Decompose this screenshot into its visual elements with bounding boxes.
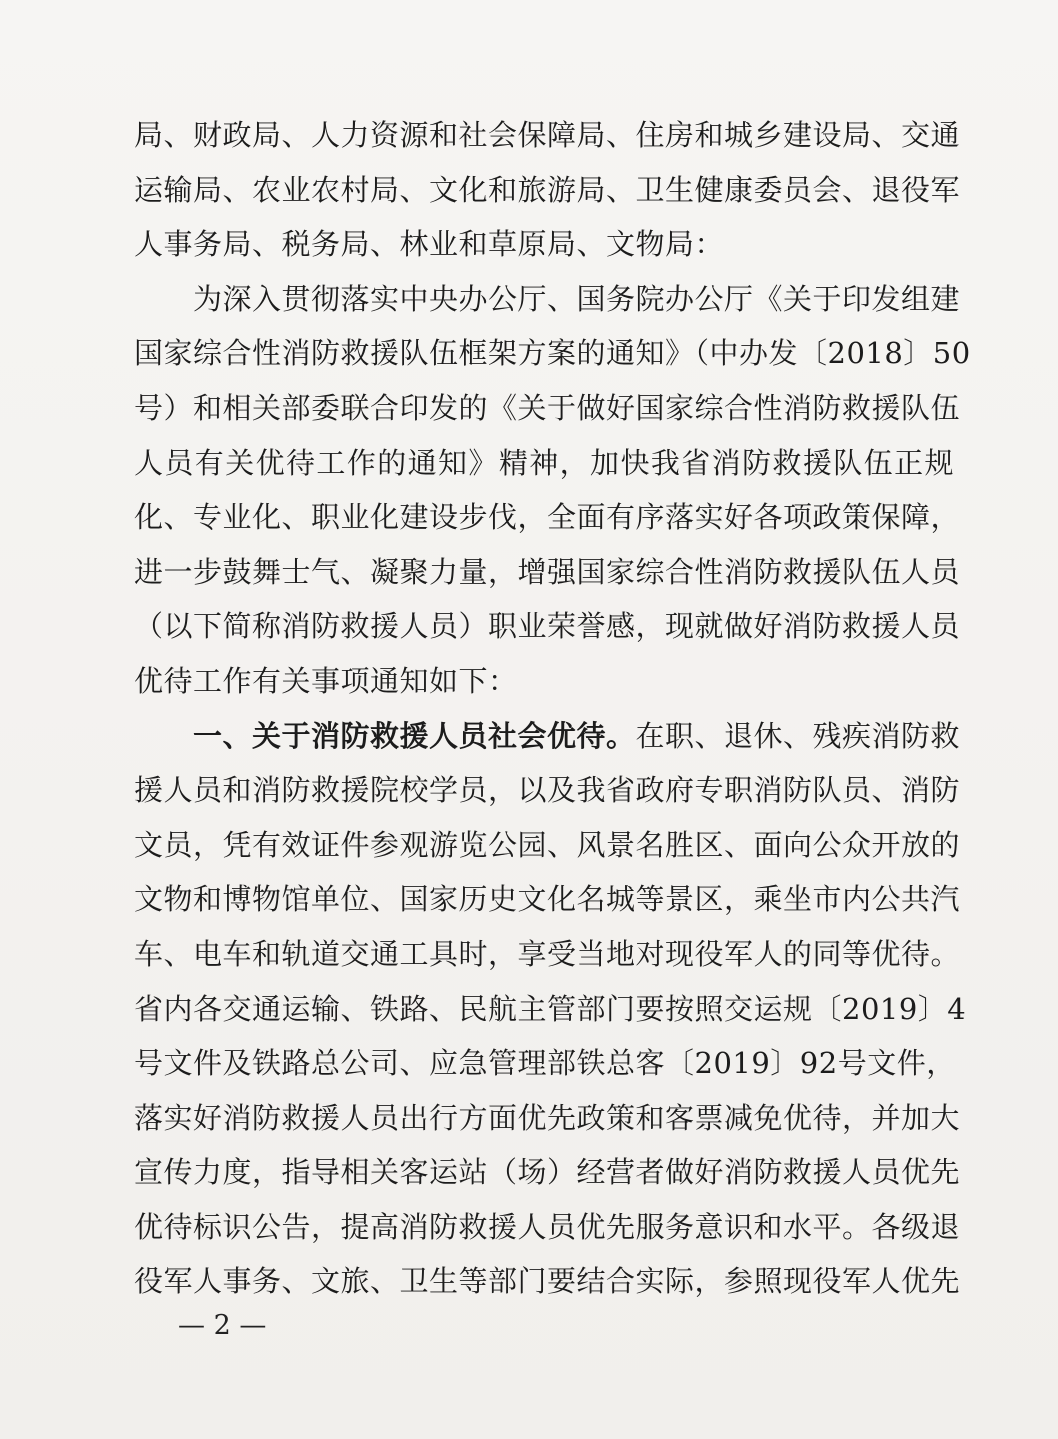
text-line [134,599,961,654]
line-text: 文物和博物馆单位、国家历史文化名城等景区，乘坐市内公共汽 [134,882,961,917]
text-line [134,272,961,327]
line-text: 宣传力度，指导相关客运站（场）经营者做好消防救援人员优先 [134,1155,961,1190]
line-text: 文员，凭有效证件参观游览公园、风景名胜区、面向公众开放的 [134,827,961,862]
text-line [134,381,961,436]
line-text: 局、财政局、人力资源和社会保障局、住房和城乡建设局、交通 [134,118,961,152]
line-text: 落实好消防救援人员出行方面优先政策和客票减免优待，并加大 [134,1100,961,1135]
text-line [134,872,961,927]
line-text: 在职、退休、残疾消防救 [635,718,961,753]
line-text: 役军人事务、文旅、卫生等部门要结合实际，参照现役军人优先 [134,1264,961,1299]
text-line [134,763,961,818]
line-text: 人事务局、税务局、林业和草原局、文物局： [134,227,725,262]
text-line [134,108,961,163]
line-text: （以下简称消防救援人员）职业荣誉感，现就做好消防救援人员 [134,609,961,644]
document-body [134,108,971,1309]
line-text: 人员有关优待工作的通知》精神，加快我省消防救援队伍正规 [134,445,954,480]
text-line [134,927,961,982]
text-line [134,436,954,491]
line-text: 化、专业化、职业化建设步伐，全面有序落实好各项政策保障， [134,500,961,535]
section-heading: 一、关于消防救援人员社会优待。 [134,718,636,753]
page-number: — 2 — [178,1310,267,1341]
line-text: 援人员和消防救援院校学员，以及我省政府专职消防队员、消防 [134,773,961,808]
text-line [134,654,954,709]
line-text: 优待标识公告，提高消防救援人员优先服务意识和水平。各级退 [134,1209,961,1244]
text-line [134,1091,961,1146]
line-text: 优待工作有关事项通知如下： [134,663,518,698]
line-text: 进一步鼓舞士气、凝聚力量，增强国家综合性消防救援队伍人员 [134,554,961,589]
line-text: 运输局、农业农村局、文化和旅游局、卫生健康委员会、退役军 [134,172,961,207]
text-line [134,1145,961,1200]
text-line [134,709,961,764]
text-line [134,1200,961,1255]
line-text: 车、电车和轨道交通工具时，享受当地对现役军人的同等优待。 [134,936,961,971]
text-line [134,217,954,272]
line-text: 号）和相关部委联合印发的《关于做好国家综合性消防救援队伍 [134,390,961,425]
text-line [134,326,971,381]
text-line [134,163,961,218]
line-text: 省内各交通运输、铁路、民航主管部门要按照交运规〔2019〕4 [134,991,967,1026]
text-line [134,1254,961,1309]
text-line [134,818,961,873]
line-text: 国家综合性消防救援队伍框架方案的通知》（中办发〔2018〕50 [134,336,971,371]
text-line [134,490,961,545]
text-line [134,982,967,1037]
line-text: 为深入贯彻落实中央办公厅、国务院办公厅《关于印发组建 [134,281,961,316]
text-line [134,545,961,600]
text-line [134,1036,954,1091]
line-text: 号文件及铁路总公司、应急管理部铁总客〔2019〕92号文件， [134,1046,956,1081]
